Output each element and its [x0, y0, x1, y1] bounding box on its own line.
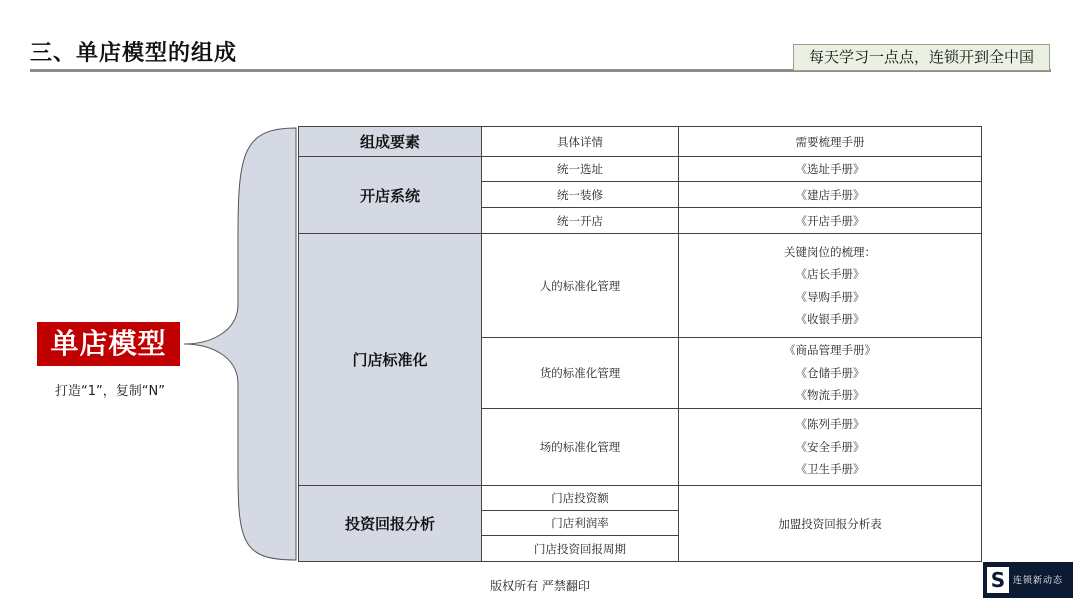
model-title-box: 单店模型 — [37, 322, 180, 366]
manual-cell — [679, 338, 982, 409]
logo-mark-icon: S — [987, 567, 1009, 593]
manual-line: 《仓储手册》 — [795, 365, 865, 380]
manual-cell — [679, 409, 982, 486]
manual-line: 《物流手册》 — [795, 388, 865, 403]
detail-cell: 统一装修 — [482, 182, 679, 208]
manual-line: 《陈列手册》 — [795, 417, 865, 432]
table-row — [299, 486, 982, 511]
category-roi-analysis: 投资回报分析 — [299, 486, 482, 562]
detail-cell: 货的标准化管理 — [482, 338, 679, 409]
detail-cell: 门店利润率 — [482, 511, 679, 536]
detail-cell: 场的标准化管理 — [482, 409, 679, 486]
manual-line: 《商品管理手册》 — [784, 343, 876, 358]
manual-line: 关键岗位的梳理： — [784, 244, 876, 259]
manual-cell: 加盟投资回报分析表 — [679, 486, 982, 562]
manual-cell — [679, 234, 982, 338]
manual-line: 《导购手册》 — [795, 289, 865, 304]
header-cell-manual: 需要梳理手册 — [679, 127, 982, 157]
logo-text: 连锁新动态 — [1013, 576, 1064, 586]
detail-cell: 门店投资回报周期 — [482, 536, 679, 562]
composition-table — [298, 126, 982, 562]
slogan-badge: 每天学习一点点，连锁开到全中国 — [793, 44, 1050, 71]
manual-line: 《收银手册》 — [795, 312, 865, 326]
manual-line: 《卫生手册》 — [795, 462, 865, 477]
brand-logo — [983, 562, 1073, 598]
manual-line: 《店长手册》 — [795, 267, 865, 281]
table-row — [299, 157, 982, 182]
table-row — [299, 234, 982, 338]
detail-cell: 统一开店 — [482, 208, 679, 234]
detail-cell: 人的标准化管理 — [482, 234, 679, 338]
detail-cell: 统一选址 — [482, 157, 679, 182]
page-title: 三、单店模型的组成 — [30, 41, 238, 66]
manual-cell: 《开店手册》 — [679, 208, 982, 234]
manual-line: 《安全手册》 — [795, 439, 865, 454]
header-cell-detail: 具体详情 — [482, 127, 679, 157]
table-header-row — [299, 127, 982, 157]
model-subtitle: 打造“1”，复制“N” — [55, 384, 165, 399]
curly-brace — [180, 124, 300, 564]
manual-cell: 《选址手册》 — [679, 157, 982, 182]
manual-cell: 《建店手册》 — [679, 182, 982, 208]
copyright-notice: 版权所有 严禁翻印 — [490, 579, 590, 593]
category-store-standardization: 门店标准化 — [299, 234, 482, 486]
category-store-opening: 开店系统 — [299, 157, 482, 234]
detail-cell: 门店投资额 — [482, 486, 679, 511]
header-cell-element: 组成要素 — [299, 127, 482, 157]
